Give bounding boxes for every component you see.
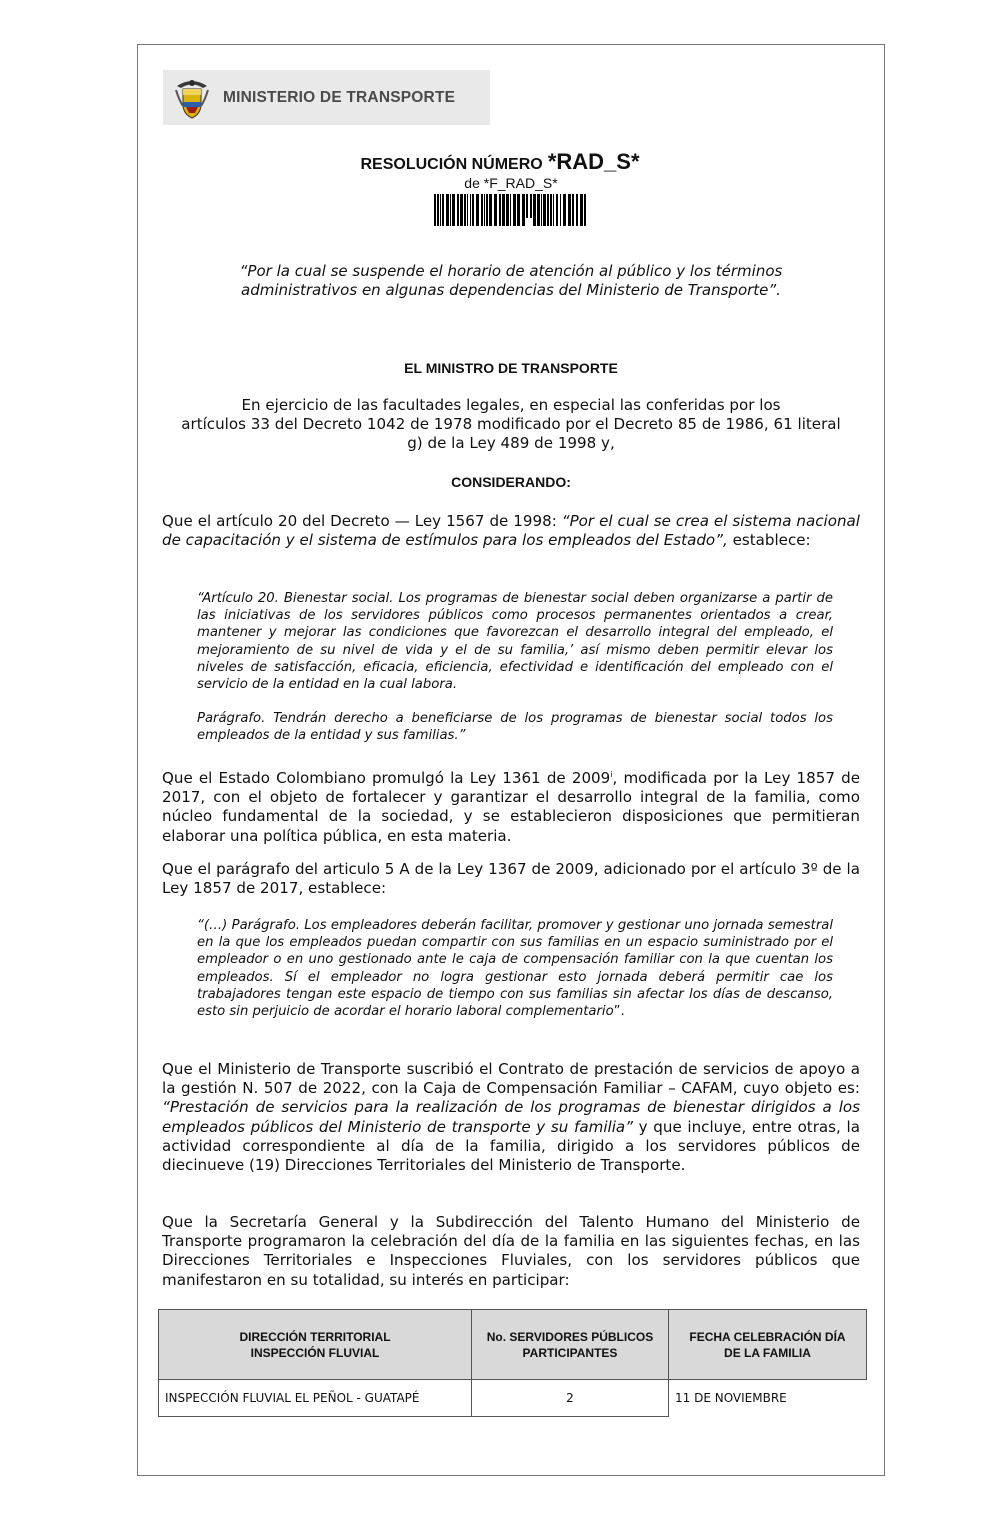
paragraph-contrato-cafam: Que el Ministerio de Transporte suscribió el Contrato de prestación de servicios de apoyo a la gestión N. 507 de 2022, con la Caja de Compensación Familiar – CAFAM, cuyo objeto es: “Prestación de servicios para la realización de los programas de bienestar dirigidos a los empleados públicos del Ministerio de transporte y su familia” y que incluye, entre otras, la actividad correspondiente al día de la familia, dirigido a los servidores públicos de diecinueve (19) Direcciones Territoriales del Ministerio de Transporte. (162, 1060, 860, 1175)
powers-line-1: En ejercicio de las facultades legales, en especial las conferidas por los (241, 396, 781, 414)
quote-paragrafo: Parágrafo. Tendrán derecho a beneficiarse de los programas de bienestar social todos los empleados de la entidad y sus familias.” (197, 711, 833, 744)
header-fecha: FECHA CELEBRACIÓN DÍA DE LA FAMILIA (669, 1310, 867, 1380)
powers-line-2: artículos 33 del Decreto 1042 de 1978 modificado por el Decreto 85 de 1986, 61 literal (181, 415, 841, 433)
subject-line-1: “Por la cual se suspende el horario de atención al público y los términos (239, 262, 783, 280)
cell-direccion: INSPECCIÓN FLUVIAL EL PEÑOL - GUATAPÉ (159, 1380, 472, 1417)
author-title: EL MINISTRO DE TRANSPORTE (404, 360, 618, 376)
family-day-table (158, 1309, 867, 1417)
coat-of-arms-icon (173, 76, 211, 120)
paragraph-dia-familia: Que la Secretaría General y la Subdirección del Talento Humano del Ministerio de Transporte programaron la celebración del día de la familia en las siguientes fechas, en las Direcciones Territoriales e Inspecciones Fluviales, con los servidores públicos que manifestaron en su totalidad, su interés en participar: (162, 1213, 860, 1289)
ministry-logo-banner (163, 70, 490, 125)
paragraph-decree-1567: Que el artículo 20 del Decreto — Ley 1567 de 1998: “Por el cual se crea el sistema nacional de capacitación y el sistema de estímulos para los empleados del Estado”, establece: (162, 512, 860, 550)
considerando-heading: CONSIDERANDO: (451, 474, 571, 490)
quote-article-20: “Artículo 20. Bienestar social. Los programas de bienestar social deben organizarse a partir de las iniciativas de los servidores públicos como procesos permanentes orientados a crear, mantener y mejorar las condiciones que favorezcan el desarrollo integral del empleado, el mejoramiento de su nivel de vida y el de su familia,’ así mismo deben permitir elevar los niveles de satisfacción, eficacia, eficiencia, efectividad e identificación del empleado con el servicio de la entidad en la cual labora. (197, 591, 833, 693)
resolution-title (0, 149, 1000, 175)
ministry-name: MINISTERIO DE TRANSPORTE (223, 89, 456, 106)
resolution-number: *RAD_S* (547, 149, 640, 174)
resolution-date: de *F_RAD_S* (464, 175, 558, 191)
barcode-image (434, 194, 588, 226)
header-servidores: No. SERVIDORES PÚBLICOS PARTICIPANTES (472, 1310, 669, 1380)
resolution-label: RESOLUCIÓN NÚMERO (360, 156, 543, 173)
cell-servidores: 2 (472, 1380, 669, 1417)
cell-fecha: 11 DE NOVIEMBRE (669, 1380, 867, 1417)
powers-line-3: g) de la Ley 489 de 1998 y, (407, 434, 615, 452)
subject-line-2: administrativos en algunas dependencias del Ministerio de Transporte”. (241, 281, 781, 299)
paragraph-ley-1361: Que el Estado Colombiano promulgó la Ley 1361 de 2009$^i$, modificada por la Ley 1857 de 2017, con el objeto de fortalecer y garantizar el desarrollo integral de la familia, como núcleo fundamental de la sociedad, y se establecieron disposiciones que permitieran elaborar una política pública, en esta materia. (162, 769, 860, 845)
paragraph-ley-1367: Que el parágrafo del articulo 5 A de la Ley 1367 de 2009, adicionado por el artículo 3º de la Ley 1857 de 2017, establece: (162, 860, 860, 898)
table-header-row (159, 1310, 867, 1380)
quote-jornada-familiar: “(…) Parágrafo. Los empleadores deberán facilitar, promover y gestionar uno jornada semestral en la que los empleados puedan compartir con sus familias en un espacio suministrado por el empleador o en uno gestionado ante le caja de compensación familiar con la que cuentan los empleados. Sí el empleador no logra gestionar esto jornada deberá permitir cae los trabajadores tengan este espacio de tiempo con sus familias sin afectar los días de descanso, esto sin perjuicio de acordar el horario laboral complementario”. (197, 918, 833, 1020)
table-row (159, 1380, 867, 1417)
header-direccion: DIRECCIÓN TERRITORIAL INSPECCIÓN FLUVIAL (159, 1310, 472, 1380)
